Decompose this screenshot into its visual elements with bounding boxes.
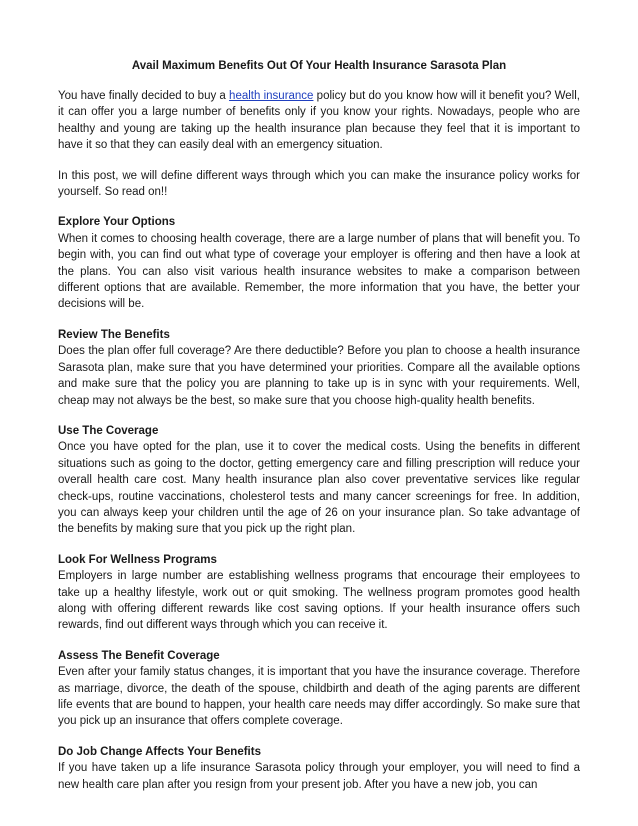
section-heading: Assess The Benefit Coverage — [58, 649, 220, 662]
intro-text-after-link: policy but do you know how will it benefit you? Well, it can offer you a large number of benefits only if you know your rights. Nowadays, people who are healthy and young are taking up the health insurance plan because they feel that it is important to have it so that they can easily deal with an emergency situation. — [58, 90, 580, 152]
section-heading: Look For Wellness Programs — [58, 553, 217, 566]
section-explore-options — [58, 214, 580, 312]
section-use-coverage — [58, 423, 580, 538]
section-review-benefits — [58, 327, 580, 409]
section-heading: Explore Your Options — [58, 216, 176, 229]
section-body: Even after your family status changes, it is important that you have the insurance coverage. Therefore as marriage, divorce, the death of the spouse, childbirth and death of the aging parents are different life events that are bound to happen, your health care needs may differ accordingly. So make sure that you pick up an insurance that offers complete coverage. — [58, 666, 580, 728]
document-title: Avail Maximum Benefits Out Of Your Health Insurance Sarasota Plan — [131, 60, 507, 72]
section-body: Does the plan offer full coverage? Are there deductible? Before you plan to choose a health insurance Sarasota plan, make sure that you have determined your priorities. Compare all the available options and make sure that the policy you are planning to take up is in sync with your requirements. Well, cheap may not always be the best, so make sure that you choose high-quality health benefits. — [58, 345, 580, 407]
health-insurance-link[interactable]: health insurance — [229, 90, 314, 102]
section-wellness-programs — [58, 552, 580, 634]
section-heading: Use The Coverage — [58, 424, 159, 437]
intro-paragraph — [58, 88, 580, 154]
section-job-change — [58, 744, 580, 793]
intro-text-before-link: You have finally decided to buy a — [58, 90, 230, 102]
section-body: If you have taken up a life insurance Sarasota policy through your employer, you will need to find a new health care plan after you resign from your present job. After you have a new job, you can — [58, 762, 580, 791]
intro-paragraph-2: In this post, we will define different ways through which you can make the insurance policy works for yourself. So read on!! — [58, 169, 580, 199]
section-assess-coverage — [58, 648, 580, 730]
section-body: Once you have opted for the plan, use it to cover the medical costs. Using the benefits in different situations such as going to the doctor, getting emergency care and filling prescription will reduce your overall health care cost. Many health insurance plan also cover preventative services like regular check-ups, routine vaccinations, cholesterol tests and many cancer screenings for free. In addition, you can always keep your children until the age of 26 on your insurance plan. So take advantage of the benefits by making sure that you pick up the right plan. — [58, 441, 580, 536]
section-heading: Review The Benefits — [58, 328, 170, 341]
section-body: Employers in large number are establishing wellness programs that encourage their employees to take up a healthy lifestyle, work out or quit smoking. The wellness program promotes good health along with offering different rewards like cost saving options. If your health insurance offers such rewards, find out different ways through which you can receive it. — [58, 570, 580, 632]
section-heading: Do Job Change Affects Your Benefits — [58, 745, 261, 758]
section-body: When it comes to choosing health coverage, there are a large number of plans that will benefit you. To begin with, you can find out what type of coverage your employer is offering and then have a look at the plans. You can also visit various health insurance websites to make a comparison between different options that are available. Remember, the more information that you have, the better your decisions will be. — [58, 232, 580, 311]
